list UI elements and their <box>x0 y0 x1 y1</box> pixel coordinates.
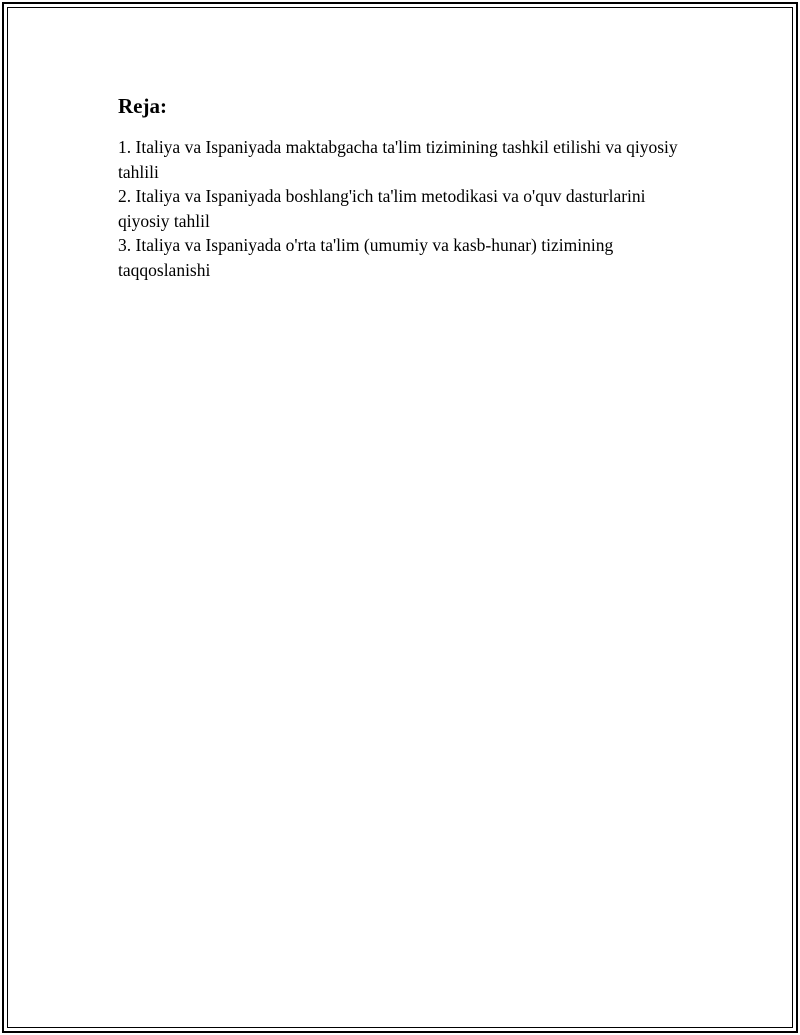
document-body <box>118 93 688 282</box>
plan-item-3: 3. Italiya va Ispaniyada o'rta ta'lim (umumiy va kasb-hunar) tizimining taqqoslanishi <box>118 235 614 280</box>
plan-item-1: 1. Italiya va Ispaniyada maktabgacha ta'lim tizimining tashkil etilishi va qiyosiy tahlili <box>118 137 678 182</box>
plan-list <box>118 135 688 282</box>
plan-heading: Reja: <box>118 94 167 118</box>
plan-item-2: 2. Italiya va Ispaniyada boshlang'ich ta'lim metodikasi va o'quv dasturlarini qiyosiy tahlil <box>118 186 646 231</box>
